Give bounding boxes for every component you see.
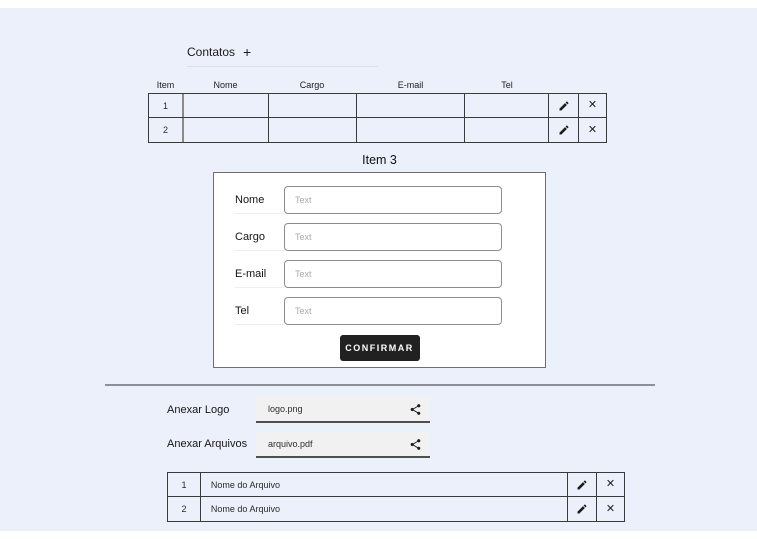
tel-field-label: Tel <box>235 297 284 325</box>
anexar-arquivos-field[interactable] <box>256 432 430 458</box>
close-icon: ✕ <box>587 99 598 111</box>
cargo-field-label: Cargo <box>235 223 284 251</box>
close-icon: ✕ <box>605 502 616 515</box>
delete-row-button[interactable] <box>579 94 606 117</box>
share-logo-button[interactable] <box>409 397 422 421</box>
logo-filename: logo.png <box>268 404 303 414</box>
anexar-logo-field[interactable] <box>256 397 430 423</box>
item-form-title: Item 3 <box>362 153 397 167</box>
share-icon <box>409 403 422 416</box>
confirm-button[interactable]: CONFIRMAR <box>340 335 420 361</box>
file-row <box>167 497 625 522</box>
file-row <box>167 472 625 497</box>
arquivo-filename: arquivo.pdf <box>268 439 313 449</box>
edit-row-button[interactable] <box>549 118 578 142</box>
table-row <box>148 93 607 118</box>
tel-field[interactable] <box>284 297 502 325</box>
share-arquivo-button[interactable] <box>409 432 422 456</box>
section-divider <box>105 384 655 386</box>
pencil-icon <box>576 503 588 515</box>
delete-file-button[interactable] <box>597 473 624 496</box>
pencil-icon <box>558 124 570 136</box>
nome-field[interactable] <box>284 186 502 214</box>
nome-field-label: Nome <box>235 186 284 214</box>
anexar-arquivos-label: Anexar Arquivos <box>167 438 248 450</box>
email-field-label: E-mail <box>235 260 284 288</box>
delete-row-button[interactable] <box>579 118 606 142</box>
contatos-section-title <box>187 45 251 59</box>
contatos-title-label: Contatos <box>187 45 236 59</box>
cell-tel <box>465 118 549 142</box>
edit-row-button[interactable] <box>549 94 578 117</box>
file-name: Nome do Arquivo <box>201 473 568 496</box>
file-name: Nome do Arquivo <box>201 497 568 521</box>
cell-email <box>357 118 466 142</box>
header-email: E-mail <box>397 79 424 90</box>
share-icon <box>409 438 422 451</box>
item-form-card <box>213 172 546 368</box>
edit-file-button[interactable] <box>568 497 596 521</box>
add-contact-button[interactable]: + <box>243 44 252 60</box>
email-field[interactable] <box>284 260 502 288</box>
table-row <box>148 118 607 143</box>
file-num: 1 <box>168 473 201 496</box>
cell-cargo <box>269 118 357 142</box>
contacts-table <box>148 76 607 143</box>
contatos-underline <box>187 66 378 67</box>
cell-nome <box>184 94 269 117</box>
header-item: Item <box>156 79 175 90</box>
header-cargo: Cargo <box>299 79 325 90</box>
edit-file-button[interactable] <box>568 473 596 496</box>
cell-cargo <box>269 94 357 117</box>
contacts-table-header <box>148 76 607 93</box>
header-tel: Tel <box>501 79 513 90</box>
anexar-logo-label: Anexar Logo <box>167 404 230 416</box>
cell-nome <box>184 118 269 142</box>
cell-email <box>357 94 466 117</box>
cell-item: 1 <box>149 94 184 117</box>
header-nome: Nome <box>213 79 238 90</box>
pencil-icon <box>558 100 570 112</box>
delete-file-button[interactable] <box>597 497 624 521</box>
pencil-icon <box>576 479 588 491</box>
file-num: 2 <box>168 497 201 521</box>
close-icon: ✕ <box>587 123 598 136</box>
close-icon: ✕ <box>605 478 616 490</box>
cell-item: 2 <box>149 118 184 142</box>
cell-tel <box>465 94 549 117</box>
files-table <box>167 472 625 522</box>
cargo-field[interactable] <box>284 223 502 251</box>
